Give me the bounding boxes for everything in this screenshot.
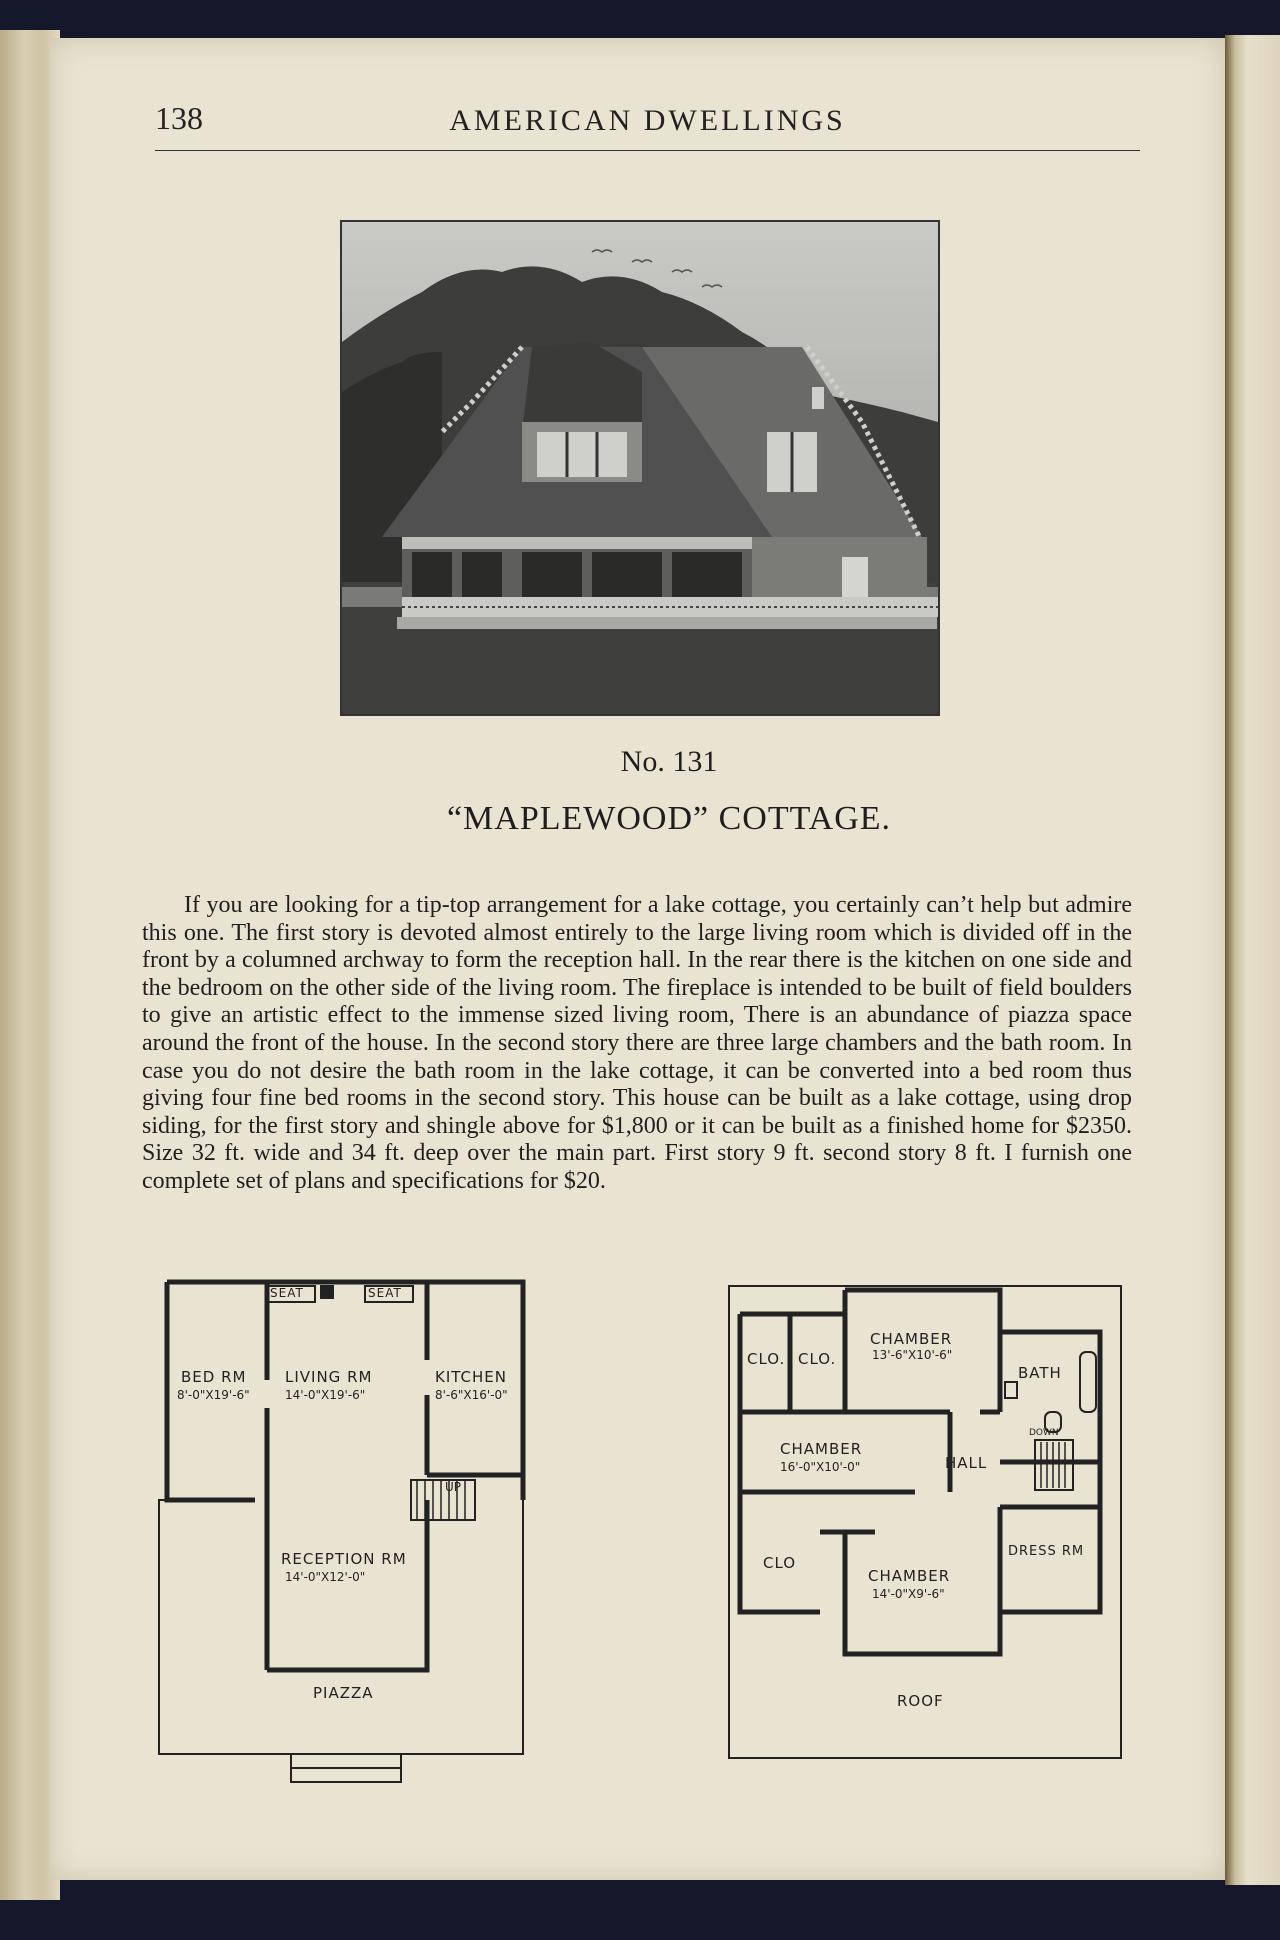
chamber-size: 13'-6"X10'-6" [872, 1348, 953, 1362]
plan-number: No. 131 [620, 745, 718, 778]
bedroom-size: 8'-0"X19'-6" [177, 1388, 250, 1402]
reception-room-size: 14'-0"X12'-0" [285, 1570, 366, 1584]
piazza-label: PIAZZA [313, 1684, 374, 1702]
seat-label: SEAT [368, 1286, 402, 1300]
seat-label: SEAT [270, 1286, 304, 1300]
stair-down-label: DOWN [1029, 1428, 1059, 1438]
chamber-size: 14'-0"X9'-6" [872, 1587, 945, 1601]
closet-label: CLO. [747, 1350, 786, 1368]
stair-up-label: UP [445, 1480, 462, 1494]
living-room-label: LIVING RM [285, 1368, 373, 1386]
next-page-edge [1225, 35, 1280, 1885]
closet-label: CLO. [798, 1350, 837, 1368]
page-header [155, 100, 1140, 151]
hall-label: HALL [945, 1454, 988, 1472]
kitchen-size: 8'-6"X16'-0" [435, 1388, 508, 1402]
chamber-label: CHAMBER [868, 1567, 951, 1585]
page-number: 138 [155, 100, 203, 136]
bedroom-label: BED RM [181, 1368, 247, 1386]
reception-room-label: RECEPTION RM [281, 1550, 407, 1568]
chamber-label: CHAMBER [870, 1330, 953, 1348]
closet-label: CLO [763, 1554, 797, 1572]
house-illustration [340, 220, 940, 716]
roof-label: ROOF [897, 1692, 944, 1710]
chamber-label: CHAMBER [780, 1440, 863, 1458]
running-head: AMERICAN DWELLINGS [449, 104, 846, 137]
plan-description: If you are looking for a tip-top arrangement for a lake cottage, you certainly can’t help but admire this one. The first story is devoted almost entirely to the large living room which is divided off in the front by a columned archway to form the reception hall. In the rear there is the kitchen on one side and the bedroom on the other side of the living room. The fireplace is intended to be built of field boulders to give an artistic effect to the immense sized living room, There is an abundance of piazza space around the front of the house. In the second story there are three large chambers and the bath room. In case you do not desire the bath room in the lake cottage, it can be converted into a bed room thus giving four fine bed rooms in the second story. This house can be built as a lake cottage, using drop siding, for the first story and shingle above for $1,800 or it can be built as a finished home for $2350. Size 32 ft. wide and 34 ft. deep over the main part. First story 9 ft. second story 8 ft. I furnish one complete set of plans and specifications for $20. [142, 892, 1132, 1194]
living-room-size: 14'-0"X19'-6" [285, 1388, 366, 1402]
dress-room-label: DRESS RM [1008, 1544, 1085, 1559]
kitchen-label: KITCHEN [435, 1368, 507, 1386]
second-floor-plan [725, 1282, 1125, 1762]
bath-label: BATH [1018, 1364, 1062, 1382]
plan-title: “MAPLEWOOD” COTTAGE. [446, 800, 892, 837]
chamber-size: 16'-0"X10'-0" [780, 1460, 861, 1474]
first-floor-plan [155, 1270, 535, 1790]
